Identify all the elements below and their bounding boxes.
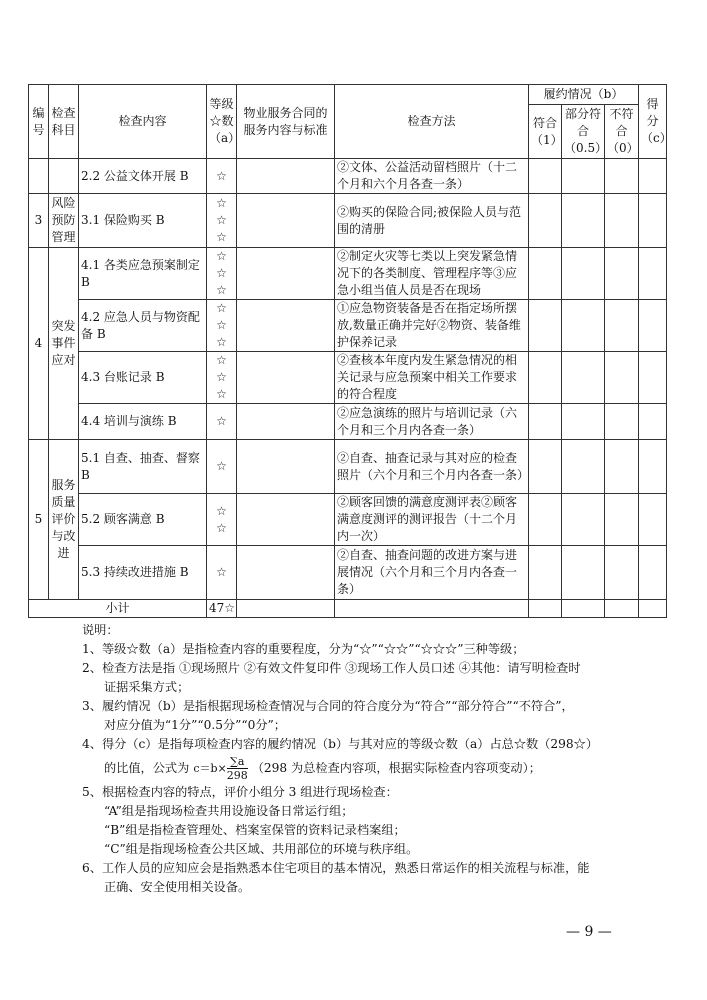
method-cell: ②自查、抽查问题的改进方案与进展情况（六个月和三个月内各查一条）	[335, 546, 529, 600]
table-row	[29, 494, 667, 546]
table-row	[29, 352, 667, 404]
note-4-pre: 的比值，公式为	[104, 761, 190, 775]
method-cell: ②制定火灾等七类以上突发紧急情况下的各类制度、管理程序等③应急小组当值人员是否在现场	[335, 248, 529, 300]
subtotal-value: 47☆	[207, 600, 237, 618]
note-2: 2、检查方法是指 ①现场照片 ②有效文件复印件 ③现场工作人员口述 ④其他：请写明检查时	[82, 661, 581, 675]
method-cell: ②查核本年度内发生紧急情况的相关记录与应急预案中相关工作要求的符合程度	[335, 352, 529, 404]
content-cell: 4.4 培训与演练 B	[79, 404, 207, 440]
note-4: 4、得分（c）是指每项检查内容的履约情况（b）与其对应的等级☆数（a）占总☆数（298☆）	[82, 737, 599, 751]
row-number: 3	[29, 194, 49, 248]
note-5a: “A”组是指现场检查共用设施设备日常运行组；	[104, 803, 354, 818]
content-cell: 4.2 应急人员与物资配备 B	[79, 300, 207, 352]
table-row	[29, 404, 667, 440]
content-cell: 2.2 公益文体开展 B	[79, 159, 207, 194]
method-cell: ②购买的保险合同;被保险人员与范围的清册	[335, 194, 529, 248]
table-row	[29, 194, 667, 248]
page-number: — 9 —	[566, 924, 612, 940]
header-method: 检查方法	[335, 85, 529, 159]
method-cell: ②顾客回馈的满意度测评表②顾客满意度测评的测评报告（十二个月内一次）	[335, 494, 529, 546]
note-2-cont: 证据采集方式；	[104, 680, 190, 694]
subject-cell: 服务质量评价与改进	[49, 440, 79, 600]
content-cell: 5.2 顾客满意 B	[79, 494, 207, 546]
grade-stars: ☆ ☆ ☆	[207, 300, 237, 352]
content-cell: 3.1 保险购买 B	[79, 194, 207, 248]
row-number: 4	[29, 248, 49, 440]
method-cell: ②自查、抽查记录与其对应的检查照片（六个月和三个月内各查一条）	[335, 440, 529, 494]
header-subject: 检查科目	[49, 85, 79, 159]
content-cell: 5.3 持续改进措施 B	[79, 546, 207, 600]
grade-stars: ☆ ☆ ☆	[207, 248, 237, 300]
header-partial: 部分符合（0.5）	[562, 105, 605, 159]
grade-stars: ☆	[207, 159, 237, 194]
header-score: 得分（c）	[639, 85, 667, 159]
content-cell: 4.3 台账记录 B	[79, 352, 207, 404]
note-3: 3、履约情况（b）是指根据现场检查情况与合同的符合度分为“符合”“部分符合”“不符合”，	[82, 699, 574, 713]
notes-section	[82, 621, 642, 897]
content-cell: 4.1 各类应急预案制定 B	[79, 248, 207, 300]
header-performance: 履约情况（b）	[529, 85, 639, 105]
subject-cell: 突发事件应对	[49, 248, 79, 440]
subtotal-label: 小计	[29, 600, 207, 618]
grade-stars: ☆	[207, 546, 237, 600]
inspection-table	[28, 84, 672, 618]
note-6-cont: 正确、安全使用相关设备。	[104, 879, 251, 894]
header-no: 编号	[29, 85, 49, 159]
method-cell: ①应急物资装备是否在指定场所摆放,数量正确并完好②物资、装备维护保养记录	[335, 300, 529, 352]
row-number: 5	[29, 440, 49, 600]
table-row	[29, 159, 667, 194]
table-row	[29, 300, 667, 352]
note-1: 1、等级☆数（a）是指检查内容的重要程度，分为“☆”“☆☆”“☆☆☆”三种等级；	[82, 642, 525, 656]
table-row	[29, 440, 667, 494]
note-4-post: （298 为总检查内容项，根据实际检查内容项变动）；	[251, 761, 541, 775]
note-4-cont	[82, 754, 642, 783]
score-formula: c＝b× $\frac{\sum a}{298}$	[193, 755, 248, 782]
header-standard: 物业服务合同的服务内容与标准	[237, 85, 335, 159]
note-3-cont: 对应分值为“1分”“0.5分”“0分”；	[104, 718, 286, 732]
header-grade: 等级☆数（a）	[207, 85, 237, 159]
method-cell: ②应急演练的照片与培训记录（六个月和三个月内各查一条）	[335, 404, 529, 440]
header-conform: 符合（1）	[529, 105, 562, 159]
grade-stars: ☆	[207, 404, 237, 440]
header-nonconform: 不符合（0）	[605, 105, 639, 159]
grade-stars: ☆ ☆ ☆	[207, 352, 237, 404]
note-5b: “B”组是指检查管理处、档案室保管的资料记录档案组；	[104, 822, 406, 837]
note-6: 6、工作人员的应知应会是指熟悉本住宅项目的基本情况，熟悉日常运作的相关流程与标准，能	[82, 860, 590, 875]
notes-title: 说明：	[82, 623, 119, 637]
note-5: 5、根据检查内容的特点，评价小组分 3 组进行现场检查：	[82, 784, 398, 799]
grade-stars: ☆ ☆	[207, 494, 237, 546]
method-cell: ②文体、公益活动留档照片（十二个月和六个月各查一条）	[335, 159, 529, 194]
subtotal-row	[29, 600, 667, 618]
subject-cell: 风险预防管理	[49, 194, 79, 248]
grade-stars: ☆ ☆ ☆	[207, 194, 237, 248]
grade-stars: ☆	[207, 440, 237, 494]
content-cell: 5.1 自查、抽查、督察 B	[79, 440, 207, 494]
header-content: 检查内容	[79, 85, 207, 159]
note-5c: “C”组是指现场检查公共区域、共用部位的环境与秩序组。	[104, 841, 419, 856]
table-row	[29, 546, 667, 600]
table-row	[29, 248, 667, 300]
